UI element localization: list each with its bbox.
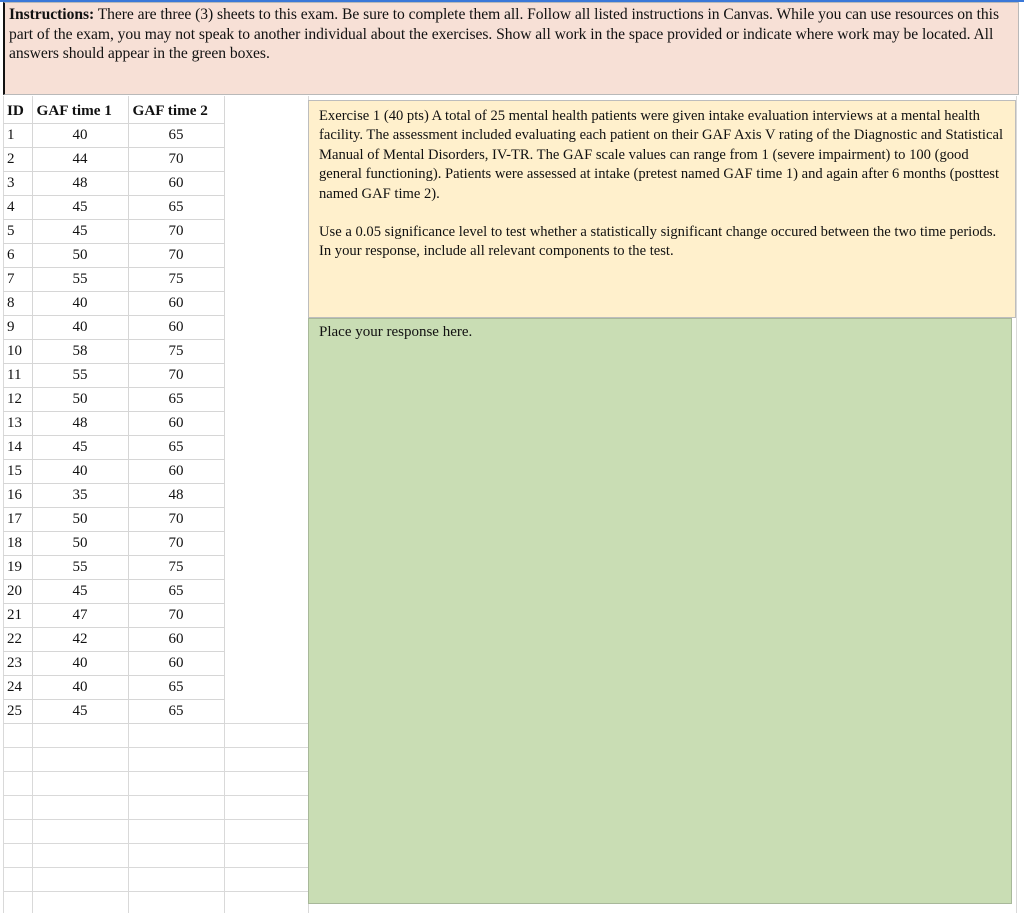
cell-gaf-time-1[interactable]: 40: [32, 291, 128, 315]
cell-gaf-time-1[interactable]: 58: [32, 339, 128, 363]
cell-gaf-time-1[interactable]: 45: [32, 195, 128, 219]
cell-gaf-time-2[interactable]: 60: [128, 627, 224, 651]
cell-id[interactable]: 18: [3, 531, 32, 555]
cell-gaf-time-2[interactable]: 60: [128, 315, 224, 339]
cell-gaf-time-1[interactable]: 35: [32, 483, 128, 507]
cell-gaf-time-1[interactable]: 45: [32, 435, 128, 459]
header-gaf-time-1[interactable]: GAF time 1: [32, 99, 128, 123]
table-row: [3, 507, 224, 531]
table-row: [3, 627, 224, 651]
cell-gaf-time-2[interactable]: 65: [128, 699, 224, 723]
table-row: [3, 219, 224, 243]
cell-id[interactable]: 5: [3, 219, 32, 243]
table-row: [3, 315, 224, 339]
cell-id[interactable]: 22: [3, 627, 32, 651]
cell-gaf-time-1[interactable]: 48: [32, 171, 128, 195]
cell-id[interactable]: 2: [3, 147, 32, 171]
cell-gaf-time-2[interactable]: 65: [128, 435, 224, 459]
table-row: [3, 699, 224, 723]
cell-gaf-time-2[interactable]: 75: [128, 339, 224, 363]
cell-gaf-time-1[interactable]: 40: [32, 651, 128, 675]
cell-id[interactable]: 9: [3, 315, 32, 339]
cell-id[interactable]: 4: [3, 195, 32, 219]
cell-id[interactable]: 1: [3, 123, 32, 147]
table-row: [3, 579, 224, 603]
table-row: [3, 483, 224, 507]
cell-gaf-time-1[interactable]: 45: [32, 219, 128, 243]
table-row: [3, 267, 224, 291]
cell-gaf-time-2[interactable]: 70: [128, 363, 224, 387]
table-row: [3, 459, 224, 483]
cell-id[interactable]: 6: [3, 243, 32, 267]
cell-id[interactable]: 20: [3, 579, 32, 603]
table-row: [3, 555, 224, 579]
cell-gaf-time-2[interactable]: 75: [128, 267, 224, 291]
cell-gaf-time-1[interactable]: 55: [32, 267, 128, 291]
cell-gaf-time-2[interactable]: 70: [128, 219, 224, 243]
cell-id[interactable]: 3: [3, 171, 32, 195]
table-row: [3, 363, 224, 387]
cell-id[interactable]: 13: [3, 411, 32, 435]
exercise-paragraph-1: Exercise 1 (40 pts) A total of 25 mental health patients were given intake evaluation interviews at a mental health facility. The assessment included evaluating each patient on their GAF Axis V rating of the Diagnostic and Statistical Manual of Mental Disorders, IV-TR. The GAF scale values can range from 1 (severe impairment) to 100 (good general functioning). Patients were assessed at intake (pretest named GAF time 1) and again after 6 months (posttest named GAF time 2).: [319, 108, 1003, 202]
cell-id[interactable]: 10: [3, 339, 32, 363]
cell-gaf-time-1[interactable]: 45: [32, 699, 128, 723]
table-row: [3, 147, 224, 171]
table-row: [3, 291, 224, 315]
cell-id[interactable]: 8: [3, 291, 32, 315]
cell-gaf-time-1[interactable]: 42: [32, 627, 128, 651]
cell-id[interactable]: 19: [3, 555, 32, 579]
response-cell[interactable]: [308, 318, 1012, 904]
cell-gaf-time-2[interactable]: 70: [128, 243, 224, 267]
table-row: [3, 603, 224, 627]
table-row: [3, 531, 224, 555]
cell-gaf-time-1[interactable]: 55: [32, 363, 128, 387]
table-header-row: [3, 99, 224, 123]
cell-id[interactable]: 16: [3, 483, 32, 507]
table-row: [3, 171, 224, 195]
gaf-data-table: [3, 99, 225, 724]
cell-id[interactable]: 21: [3, 603, 32, 627]
cell-gaf-time-1[interactable]: 55: [32, 555, 128, 579]
exercise-prompt-cell[interactable]: [308, 100, 1016, 318]
exercise-paragraph-2: Use a 0.05 significance level to test whether a statistically significant change occured between the two time periods. In your response, include all relevant components to the test.: [319, 224, 997, 260]
cell-gaf-time-2[interactable]: 70: [128, 147, 224, 171]
cell-gaf-time-2[interactable]: 60: [128, 651, 224, 675]
cell-gaf-time-2[interactable]: 60: [128, 411, 224, 435]
table-row: [3, 195, 224, 219]
table-row: [3, 387, 224, 411]
cell-id[interactable]: 23: [3, 651, 32, 675]
header-gaf-time-2[interactable]: GAF time 2: [128, 99, 224, 123]
cell-gaf-time-1[interactable]: 45: [32, 579, 128, 603]
cell-id[interactable]: 15: [3, 459, 32, 483]
table-row: [3, 243, 224, 267]
cell-gaf-time-1[interactable]: 40: [32, 315, 128, 339]
cell-gaf-time-2[interactable]: 65: [128, 195, 224, 219]
cell-id[interactable]: 7: [3, 267, 32, 291]
cell-gaf-time-1[interactable]: 40: [32, 123, 128, 147]
cell-gaf-time-2[interactable]: 70: [128, 507, 224, 531]
cell-gaf-time-1[interactable]: 48: [32, 411, 128, 435]
cell-gaf-time-2[interactable]: 60: [128, 459, 224, 483]
cell-id[interactable]: 12: [3, 387, 32, 411]
instructions-label: Instructions:: [9, 6, 95, 23]
cell-gaf-time-1[interactable]: 47: [32, 603, 128, 627]
cell-id[interactable]: 25: [3, 699, 32, 723]
cell-gaf-time-1[interactable]: 50: [32, 531, 128, 555]
table-row: [3, 435, 224, 459]
cell-gaf-time-1[interactable]: 40: [32, 675, 128, 699]
cell-gaf-time-2[interactable]: 48: [128, 483, 224, 507]
table-row: [3, 675, 224, 699]
cell-id[interactable]: 17: [3, 507, 32, 531]
cell-gaf-time-1[interactable]: 40: [32, 459, 128, 483]
cell-gaf-time-1[interactable]: 50: [32, 387, 128, 411]
cell-gaf-time-2[interactable]: 60: [128, 171, 224, 195]
header-id[interactable]: ID: [3, 99, 32, 123]
cell-gaf-time-2[interactable]: 70: [128, 531, 224, 555]
cell-gaf-time-1[interactable]: 44: [32, 147, 128, 171]
table-row: [3, 411, 224, 435]
table-row: [3, 651, 224, 675]
cell-gaf-time-2[interactable]: 70: [128, 603, 224, 627]
cell-gaf-time-1[interactable]: 50: [32, 507, 128, 531]
cell-gaf-time-2[interactable]: 65: [128, 123, 224, 147]
instructions-text: There are three (3) sheets to this exam. Be sure to complete them all. Follow all listed instructions in Canvas. While you can use resources on this part of the exam, you may not speak to another individual about the exercises. Show all work in the space provided or indicate where work may be located. All answers should appear in the green boxes.: [9, 6, 999, 62]
cell-id[interactable]: 24: [3, 675, 32, 699]
cell-id[interactable]: 11: [3, 363, 32, 387]
cell-id[interactable]: 14: [3, 435, 32, 459]
cell-gaf-time-1[interactable]: 50: [32, 243, 128, 267]
cell-gaf-time-2[interactable]: 75: [128, 555, 224, 579]
table-row: [3, 339, 224, 363]
instructions-cell[interactable]: [3, 2, 1019, 95]
cell-gaf-time-2[interactable]: 65: [128, 579, 224, 603]
cell-gaf-time-2[interactable]: 60: [128, 291, 224, 315]
cell-gaf-time-2[interactable]: 65: [128, 387, 224, 411]
response-placeholder: Place your response here.: [319, 324, 473, 340]
cell-gaf-time-2[interactable]: 65: [128, 675, 224, 699]
table-row: [3, 123, 224, 147]
